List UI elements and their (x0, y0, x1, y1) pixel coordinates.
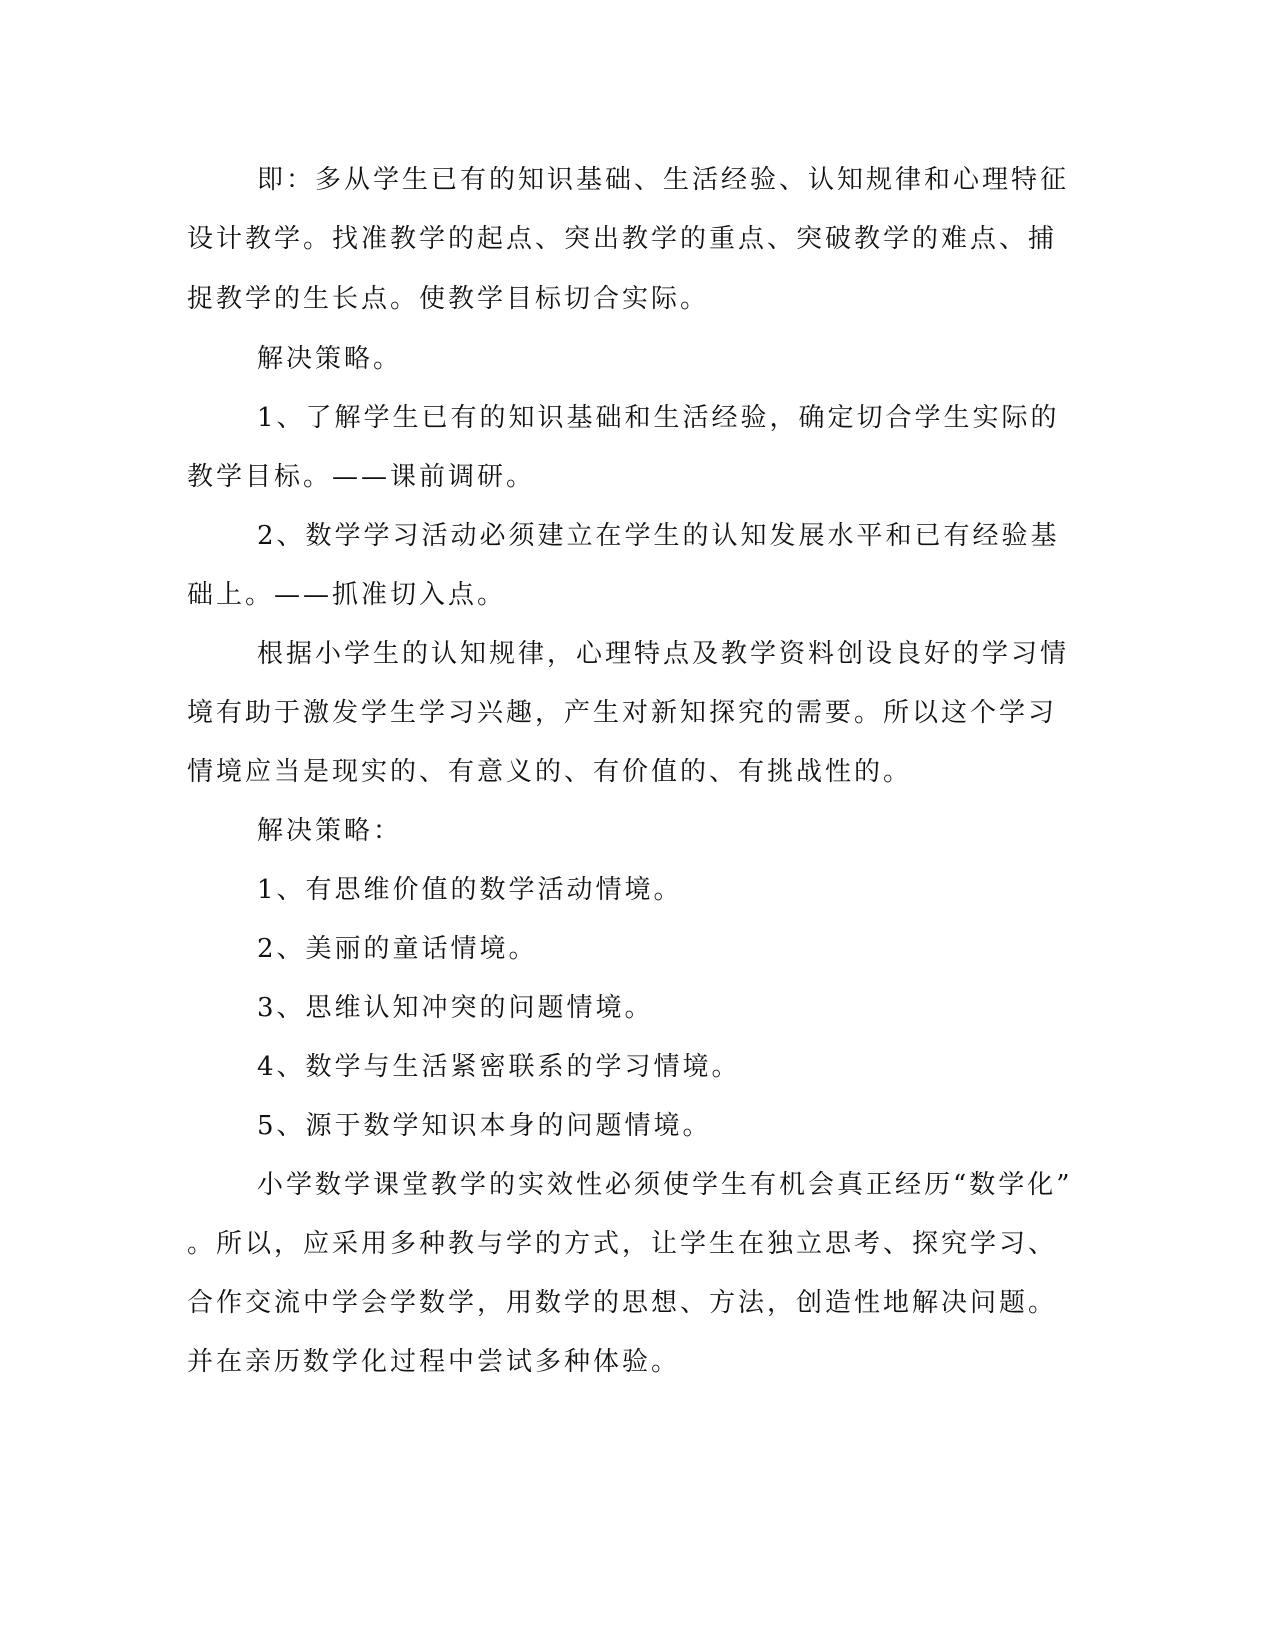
text-line: 解决策略： (257, 816, 403, 846)
text-line: 2、美丽的童话情境。 (257, 934, 538, 964)
text-line: 捉教学的生长点。使教学目标切合实际。 (187, 284, 710, 314)
text-line: 教学目标。——课前调研。 (187, 462, 536, 492)
text-line: 4、数学与生活紧密联系的学习情境。 (257, 1052, 741, 1082)
text-line: 2、数学学习活动必须建立在学生的认知发展水平和已有经验基 (257, 521, 1060, 551)
text-line: 合作交流中学会学数学，用数学的思想、方法，创造性地解决问题。 (187, 1288, 1058, 1318)
text-line: 境有助于激发学生学习兴趣，产生对新知探究的需要。所以这个学习 (187, 698, 1058, 728)
text-line: 并在亲历数学化过程中尝试多种体验。 (187, 1347, 681, 1377)
text-line: 础上。——抓准切入点。 (187, 580, 507, 610)
text-line: 。所以，应采用多种教与学的方式，让学生在独立思考、探究学习、 (187, 1229, 1058, 1259)
text-line: 3、思维认知冲突的问题情境。 (257, 993, 654, 1023)
text-line: 1、了解学生已有的知识基础和生活经验，确定切合学生实际的 (257, 403, 1060, 433)
text-line: 根据小学生的认知规律，心理特点及教学资料创设良好的学习情 (257, 639, 1070, 669)
text-line: 设计教学。找准教学的起点、突出教学的重点、突破教学的难点、捕 (187, 224, 1058, 254)
text-line: 即：多从学生已有的知识基础、生活经验、认知规律和心理特征 (257, 165, 1070, 195)
text-line: 1、有思维价值的数学活动情境。 (257, 875, 683, 905)
text-line: 情境应当是现实的、有意义的、有价值的、有挑战性的。 (187, 757, 913, 787)
text-line: 小学数学课堂教学的实效性必须使学生有机会真正经历“数学化” (257, 1170, 1073, 1200)
text-line: 解决策略。 (257, 344, 403, 374)
text-line: 5、源于数学知识本身的问题情境。 (257, 1111, 712, 1141)
